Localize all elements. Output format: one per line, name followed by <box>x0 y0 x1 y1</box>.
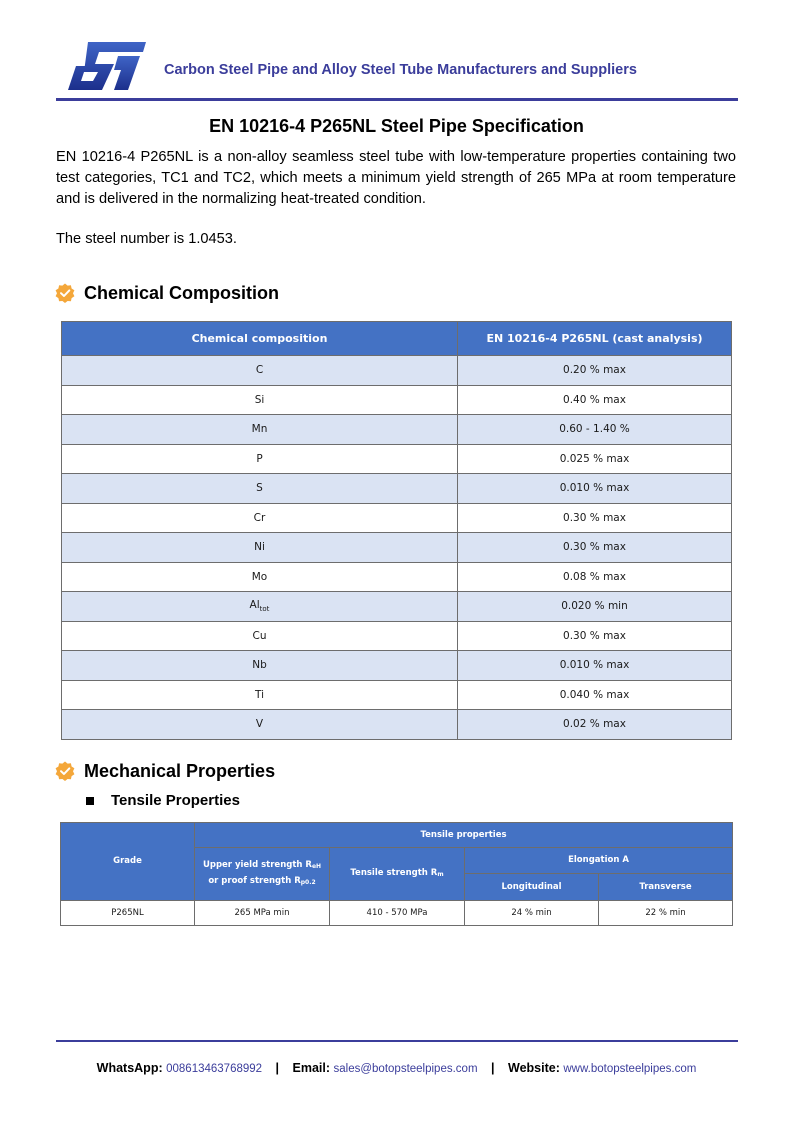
element-cell: Mo <box>62 562 458 592</box>
tensile-properties-subheading <box>86 792 240 809</box>
table-row <box>62 533 732 563</box>
footer-divider <box>56 1040 738 1042</box>
tensile-properties-title: Tensile Properties <box>111 792 240 809</box>
steel-number-text: The steel number is 1.0453. <box>56 231 237 247</box>
grade-cell: P265NL <box>61 901 195 926</box>
mechanical-properties-title: Mechanical Properties <box>84 760 276 781</box>
header-divider <box>56 98 738 101</box>
element-symbol: Al <box>249 599 260 612</box>
grade-header: Grade <box>61 823 195 901</box>
element-cell: C <box>62 356 458 386</box>
yield-header-line2: or proof strength R <box>208 876 301 886</box>
tensile-group-header: Tensile properties <box>195 823 733 848</box>
element-subscript: tot <box>259 605 270 614</box>
yield-header-sub2: p0.2 <box>300 879 316 886</box>
page-header <box>56 38 738 100</box>
table-row <box>62 444 732 474</box>
column-header: EN 10216-4 P265NL (cast analysis) <box>458 322 732 356</box>
tensile-strength-header <box>330 848 465 901</box>
column-header: Chemical composition <box>62 322 458 356</box>
page-footer <box>0 1061 793 1075</box>
transverse-header: Transverse <box>599 874 733 901</box>
table-row <box>62 710 732 740</box>
table-row <box>62 592 732 622</box>
value-cell: 0.08 % max <box>458 562 732 592</box>
transverse-cell: 22 % min <box>599 901 733 926</box>
tensile-header-text: Tensile strength R <box>350 868 438 878</box>
value-cell: 0.010 % max <box>458 474 732 504</box>
element-cell: S <box>62 474 458 504</box>
element-cell <box>62 592 458 622</box>
table-header-row <box>62 322 732 356</box>
table-row <box>62 651 732 681</box>
yield-header-line1: Upper yield strength R <box>202 860 312 870</box>
table-row <box>62 415 732 445</box>
table-row <box>62 503 732 533</box>
chemical-composition-table <box>61 321 732 740</box>
company-logo <box>66 40 148 92</box>
website-label: Website: <box>508 1061 560 1075</box>
whatsapp-number[interactable]: 008613463768992 <box>166 1063 263 1075</box>
footer-separator: | <box>275 1061 280 1075</box>
table-row <box>62 356 732 386</box>
longitudinal-header: Longitudinal <box>465 874 599 901</box>
check-badge-icon <box>55 283 75 303</box>
element-cell: Ti <box>62 680 458 710</box>
table-row <box>62 562 732 592</box>
element-cell: Cr <box>62 503 458 533</box>
table-row <box>62 680 732 710</box>
value-cell: 0.30 % max <box>458 621 732 651</box>
tensile-properties-table <box>60 822 733 926</box>
value-cell: 0.30 % max <box>458 533 732 563</box>
site-title: Carbon Steel Pipe and Alloy Steel Tube Manufacturers and Suppliers <box>164 62 637 78</box>
email-label: Email: <box>292 1061 331 1075</box>
chemical-composition-title: Chemical Composition <box>84 282 280 303</box>
element-cell: Ni <box>62 533 458 563</box>
value-cell: 0.30 % max <box>458 503 732 533</box>
element-cell: P <box>62 444 458 474</box>
tensile-header-sub: m <box>437 871 444 878</box>
intro-paragraph: EN 10216-4 P265NL is a non-alloy seamless steel tube with low-temperature properties containing two test categories, TC1 and TC2, which meets a minimum yield strength of 265 MPa at room temperature and is delivered in the normalizing heat-treated condition. <box>56 149 736 207</box>
element-cell: Nb <box>62 651 458 681</box>
document-title: EN 10216-4 P265NL Steel Pipe Specification <box>209 116 584 136</box>
element-cell: Cu <box>62 621 458 651</box>
element-cell: Si <box>62 385 458 415</box>
bullet-square-icon <box>86 797 94 805</box>
value-cell: 0.40 % max <box>458 385 732 415</box>
yield-strength-header <box>195 848 330 901</box>
element-cell: Mn <box>62 415 458 445</box>
value-cell: 0.60 - 1.40 % <box>458 415 732 445</box>
table-row <box>62 621 732 651</box>
check-badge-icon <box>55 761 75 781</box>
element-cell: V <box>62 710 458 740</box>
mechanical-properties-heading <box>55 759 275 783</box>
yield-header-sub1: eH <box>311 863 322 870</box>
table-row <box>62 474 732 504</box>
yield-cell: 265 MPa min <box>195 901 330 926</box>
whatsapp-label: WhatsApp: <box>96 1061 163 1075</box>
website-link[interactable]: www.botopsteelpipes.com <box>563 1063 697 1075</box>
value-cell: 0.020 % min <box>458 592 732 622</box>
footer-separator: | <box>491 1061 495 1075</box>
value-cell: 0.025 % max <box>458 444 732 474</box>
chemical-composition-heading <box>55 281 279 305</box>
email-link[interactable]: sales@botopsteelpipes.com <box>333 1063 478 1075</box>
table-row <box>62 385 732 415</box>
elongation-header: Elongation A <box>465 848 733 874</box>
value-cell: 0.010 % max <box>458 651 732 681</box>
value-cell: 0.20 % max <box>458 356 732 386</box>
value-cell: 0.040 % max <box>458 680 732 710</box>
tensile-cell: 410 - 570 MPa <box>330 901 465 926</box>
value-cell: 0.02 % max <box>458 710 732 740</box>
longitudinal-cell: 24 % min <box>465 901 599 926</box>
table-row <box>61 901 733 926</box>
